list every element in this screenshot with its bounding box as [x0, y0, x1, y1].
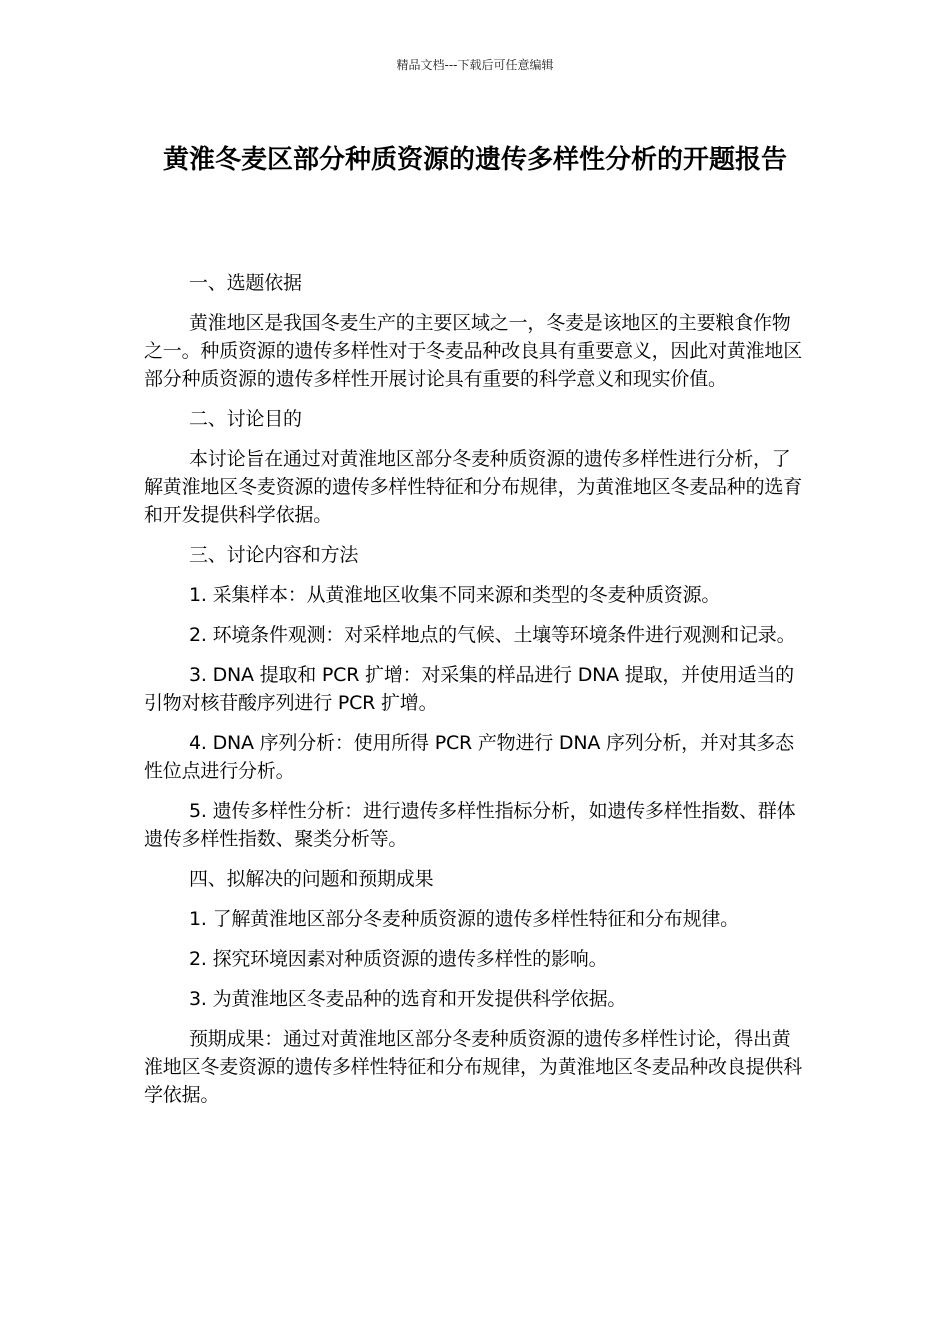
document-title: 黄淮冬麦区部分种质资源的遗传多样性分析的开题报告 — [162, 145, 787, 175]
section-heading-methods: 三、讨论内容和方法 — [189, 544, 359, 566]
document-body — [144, 269, 808, 1121]
section-heading-basis: 一、选题依据 — [189, 272, 302, 294]
section-heading-purpose: 二、讨论目的 — [189, 408, 302, 430]
method-item-2: 2. 环境条件观测：对采样地点的气候、土壤等环境条件进行观测和记录。 — [189, 624, 796, 646]
paragraph-purpose: 本讨论旨在通过对黄淮地区部分冬麦种质资源的遗传多样性进行分析，了解黄淮地区冬麦资源的遗传多样性特征和分布规律，为黄淮地区冬麦品种的选育和开发提供科学依据。 — [144, 448, 803, 526]
method-item-1: 1. 采集样本：从黄淮地区收集不同来源和类型的冬麦种质资源。 — [189, 584, 721, 606]
outcome-item-1: 1. 了解黄淮地区部分冬麦种质资源的遗传多样性特征和分布规律。 — [189, 908, 739, 930]
method-item-4: 4. DNA 序列分析：使用所得 PCR 产物进行 DNA 序列分析，并对其多态性位点进行分析。 — [144, 732, 794, 782]
header-note: 精品文档---下载后可任意编辑 — [396, 58, 554, 72]
method-item-5: 5. 遗传多样性分析：进行遗传多样性指标分析，如遗传多样性指数、群体遗传多样性指数、聚类分析等。 — [144, 800, 796, 850]
outcome-item-3: 3. 为黄淮地区冬麦品种的选育和开发提供科学依据。 — [189, 988, 627, 1010]
section-heading-outcomes: 四、拟解决的问题和预期成果 — [189, 868, 434, 890]
paragraph-basis: 黄淮地区是我国冬麦生产的主要区域之一，冬麦是该地区的主要粮食作物之一。种质资源的遗传多样性对于冬麦品种改良具有重要意义，因此对黄淮地区部分种质资源的遗传多样性开展讨论具有重要的科学意义和现实价值。 — [144, 312, 803, 390]
outcome-item-2: 2. 探究环境因素对种质资源的遗传多样性的影响。 — [189, 948, 608, 970]
method-item-3: 3. DNA 提取和 PCR 扩增：对采集的样品进行 DNA 提取，并使用适当的引物对核苷酸序列进行 PCR 扩增。 — [144, 664, 794, 714]
expected-results-paragraph: 预期成果：通过对黄淮地区部分冬麦种质资源的遗传多样性讨论，得出黄淮地区冬麦资源的遗传多样性特征和分布规律，为黄淮地区冬麦品种改良提供科学依据。 — [144, 1028, 803, 1106]
